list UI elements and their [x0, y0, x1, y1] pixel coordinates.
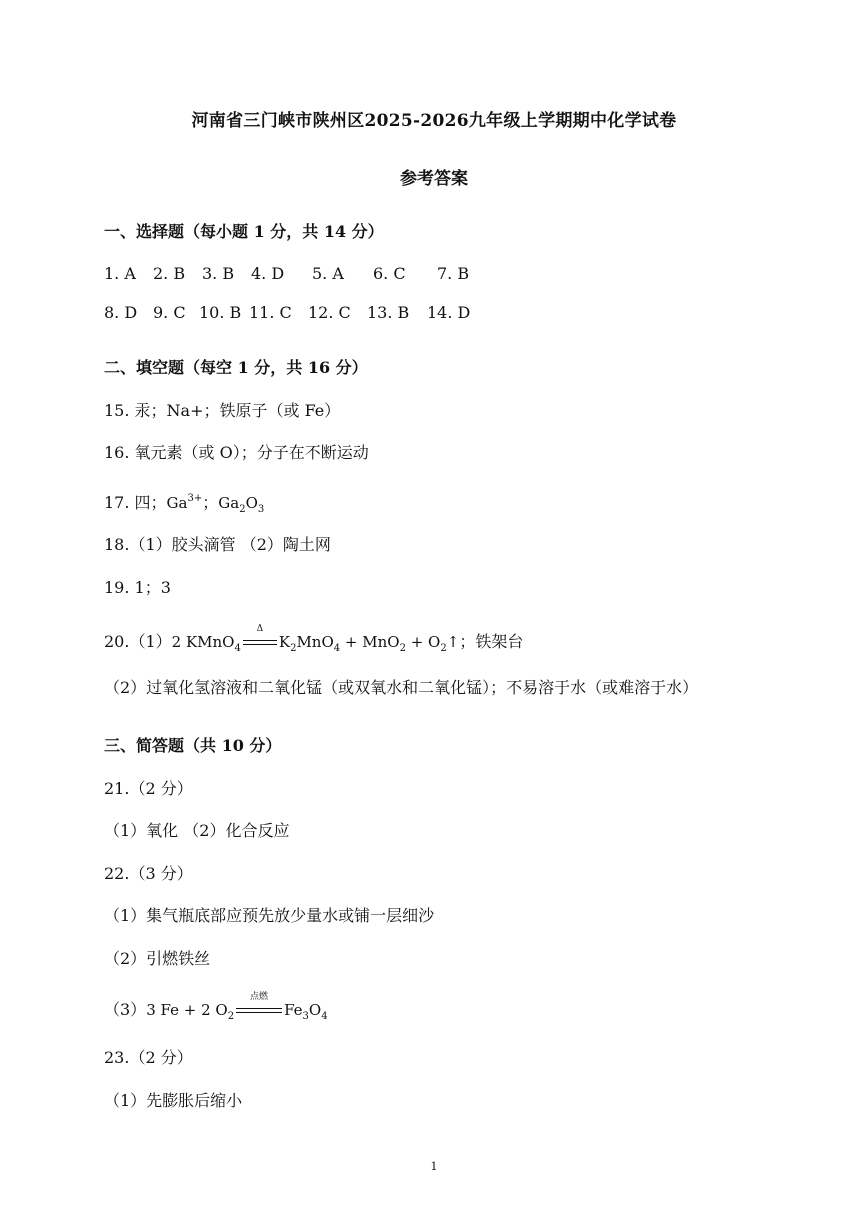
formula-part: 3 Fe + 2 O: [146, 1001, 228, 1019]
answer-q22-part2: （2）引燃铁丝: [104, 949, 211, 968]
choice-answer: 7. B: [437, 264, 470, 283]
choice-answer: 5. A: [312, 264, 344, 283]
question-q21: 21.（2 分）: [104, 779, 193, 798]
section-heading-fill: 二、填空题（每空 1 分，共 16 分）: [104, 358, 368, 377]
question-q23: 23.（2 分）: [104, 1048, 193, 1067]
formula-subscript: 4: [333, 643, 341, 654]
question-q22: 22.（3 分）: [104, 864, 193, 883]
answer-q18: 18.（1）胶头滴管 （2）陶土网: [104, 535, 331, 554]
document-subtitle: 参考答案: [400, 169, 468, 189]
reaction-equals-sign: [236, 992, 282, 1015]
answer-q15: 15. 汞；Na+；铁原子（或 Fe）: [104, 401, 341, 420]
formula-part: O: [308, 1001, 322, 1019]
section-heading-choice: 一、选择题（每小题 1 分，共 14 分）: [104, 222, 384, 241]
choice-answer: 11. C: [249, 303, 292, 322]
formula-subscript: 2: [227, 1011, 235, 1022]
answer-q22-part3: [104, 992, 328, 1027]
formula-subscript: 4: [321, 1011, 328, 1022]
answer-q19: 19. 1；3: [104, 578, 171, 597]
gas-arrow-icon: ↑: [446, 633, 460, 651]
formula-subscript: 3: [257, 504, 265, 515]
answer-q17: [104, 489, 264, 520]
choice-answers-row-1: [104, 264, 469, 284]
ion-charge: 3+: [187, 493, 203, 504]
choice-answer: 13. B: [367, 303, 410, 322]
document-title: 河南省三门峡市陕州区2025-2026九年级上学期期中化学试卷: [191, 111, 677, 131]
formula-part: K: [278, 633, 291, 651]
page-number: 1: [430, 1160, 438, 1173]
reaction-condition: 点燃: [250, 992, 269, 1002]
equation-iron-combustion: [146, 992, 328, 1022]
answer-q23-part1: （1）先膨胀后缩小: [104, 1091, 243, 1110]
formula-subscript: 4: [234, 643, 241, 654]
formula-subscript: 2: [290, 643, 297, 654]
formula-subscript: 3: [302, 1011, 309, 1022]
reaction-equals-sign: [243, 624, 277, 647]
answer-q20-part2: （2）过氧化氢溶液和二氧化锰（或双氧水和二氧化锰）；不易溶于水（或难溶于水）: [104, 678, 699, 697]
q22-3-prefix: （3）: [104, 1000, 147, 1019]
choice-answers-row-2: [104, 303, 470, 323]
choice-answer: 1. A: [104, 264, 136, 283]
q17-ion: [167, 494, 203, 512]
answer-q21: （1）氧化 （2）化合反应: [104, 821, 290, 840]
formula-part: O: [245, 494, 258, 512]
ion-symbol: Ga: [166, 494, 188, 512]
choice-answer: 12. C: [308, 303, 351, 322]
q17-prefix: 17. 四；: [104, 493, 167, 512]
formula-part: Ga: [218, 494, 240, 512]
formula-part: Fe: [284, 1001, 303, 1019]
answer-q16: 16. 氧元素（或 O）；分子在不断运动: [104, 443, 369, 462]
equation-kmno4: [171, 624, 460, 654]
choice-answer: 14. D: [427, 303, 471, 322]
q20-suffix: ；铁架台: [459, 632, 524, 651]
q17-sep: ；: [202, 493, 219, 512]
formula-subscript: 2: [440, 643, 447, 654]
choice-answer: 6. C: [373, 264, 406, 283]
formula-part: MnO: [296, 633, 334, 651]
choice-answer: 9. C: [153, 303, 186, 322]
choice-answer: 4. D: [251, 264, 285, 283]
q17-compound: [218, 494, 265, 515]
choice-answer: 2. B: [153, 264, 186, 283]
choice-answer: 8. D: [104, 303, 138, 322]
q20-prefix: 20.（1）: [104, 632, 172, 651]
formula-part: 2 KMnO: [171, 633, 235, 651]
choice-answer: 3. B: [202, 264, 235, 283]
answer-q20-part1: [104, 624, 524, 659]
formula-subscript: 2: [399, 643, 406, 654]
formula-part: + O: [405, 633, 441, 651]
reaction-condition: Δ: [256, 624, 264, 634]
formula-part: + MnO: [340, 633, 400, 651]
section-heading-short-answer: 三、简答题（共 10 分）: [104, 736, 282, 755]
formula-subscript: 2: [239, 504, 246, 515]
answer-q22-part1: （1）集气瓶底部应预先放少量水或铺一层细沙: [104, 906, 435, 925]
choice-answer: 10. B: [199, 303, 242, 322]
